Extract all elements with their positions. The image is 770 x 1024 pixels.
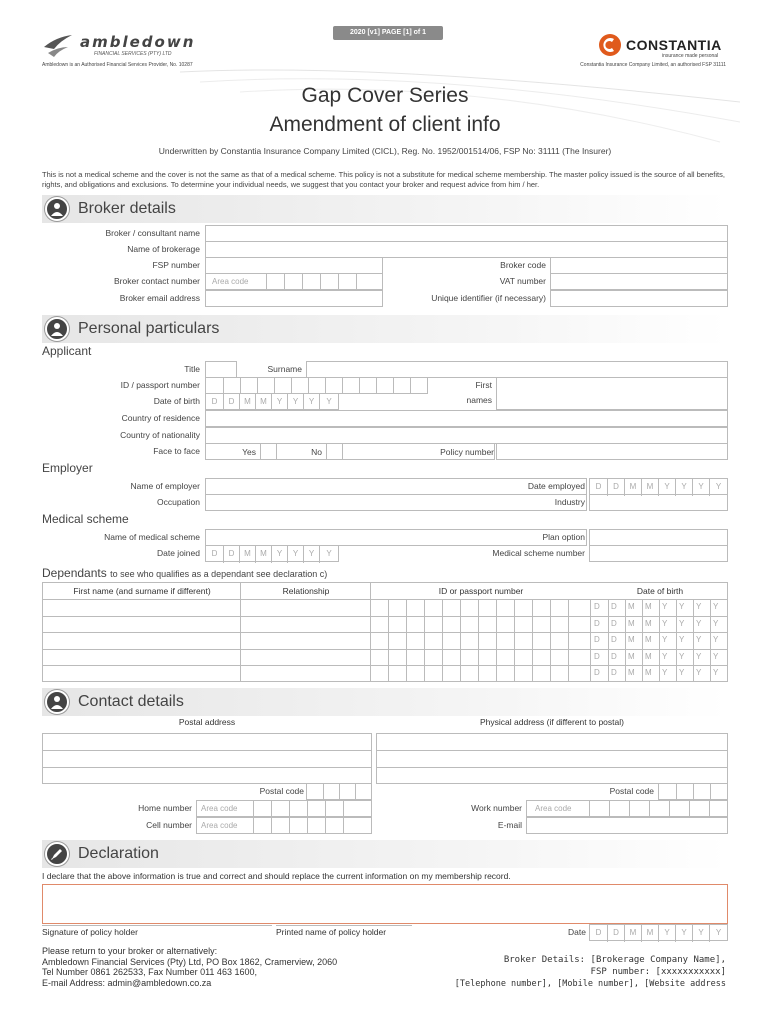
dep3-m1: M	[628, 635, 635, 644]
label-industry: Industry	[554, 497, 585, 507]
face-to-face-group	[205, 443, 495, 460]
label-signature: Signature of policy holder	[42, 925, 272, 937]
no-label: No	[311, 447, 322, 457]
dep5-y2: Y	[679, 668, 685, 677]
dob-cell-y2: Y	[287, 394, 303, 411]
dob-cell-m2: M	[255, 394, 271, 411]
vat-input[interactable]	[550, 273, 728, 290]
dep3-d2: D	[611, 635, 617, 644]
broker-name-input[interactable]	[205, 225, 728, 242]
label-occupation: Occupation	[157, 497, 200, 507]
label-residence: Country of residence	[121, 413, 200, 423]
uid-input[interactable]	[550, 290, 728, 307]
medical-heading: Medical scheme	[42, 512, 129, 526]
dep4-d1: D	[594, 652, 600, 661]
dep2-y3: Y	[696, 619, 702, 628]
join-cell-y3: Y	[303, 546, 319, 563]
emp-cell-y3: Y	[692, 479, 709, 496]
person-icon	[45, 317, 69, 341]
dep3-d1: D	[594, 635, 600, 644]
emp-cell-y4: Y	[709, 479, 727, 496]
label-date-employed: Date employed	[527, 481, 585, 491]
col-id: ID or passport number	[438, 586, 524, 596]
dep4-y2: Y	[679, 652, 685, 661]
footer-right2: FSP number: [xxxxxxxxxxx]	[590, 967, 726, 977]
label-physical-address: Physical address (if different to postal)	[480, 717, 624, 727]
dep2-d2: D	[611, 619, 617, 628]
dep3-y4: Y	[713, 635, 719, 644]
dep5-y1: Y	[662, 668, 668, 677]
dob-cell-y3: Y	[303, 394, 319, 411]
label-physical-postal-code: Postal code	[609, 786, 654, 796]
join-cell-y2: Y	[287, 546, 303, 563]
broker-code-input[interactable]	[550, 257, 728, 274]
label-names: names	[466, 395, 492, 405]
broker-icon	[45, 197, 69, 221]
cell-number-input[interactable]	[196, 817, 372, 834]
id-input[interactable]	[205, 377, 428, 394]
dep3-y1: Y	[662, 635, 668, 644]
dep3-y3: Y	[696, 635, 702, 644]
signature-box[interactable]	[42, 884, 728, 924]
label-broker-email: Broker email address	[119, 293, 200, 303]
section-broker	[42, 195, 728, 223]
dep1-m2: M	[645, 602, 652, 611]
footer-right3: [Telephone number], [Mobile number], [Website address	[454, 979, 726, 989]
dob-cell-m1: M	[239, 394, 255, 411]
label-employer: Name of employer	[130, 481, 200, 491]
decl-cell-y1: Y	[658, 925, 675, 942]
col-first-name: First name (and surname if different)	[73, 586, 211, 596]
label-medical-number: Medical scheme number	[492, 548, 585, 558]
footer-right1: Broker Details: [Brokerage Company Name],	[503, 955, 726, 965]
home-number-input[interactable]	[196, 800, 372, 817]
decl-cell-d1: D	[595, 928, 602, 937]
emp-cell-m1: M	[624, 479, 641, 496]
dep4-d2: D	[611, 652, 617, 661]
date-joined-input[interactable]	[205, 545, 339, 562]
constantia-name: CONSTANTIA	[626, 37, 722, 53]
dep5-y3: Y	[696, 668, 702, 677]
dependants-note: to see who qualifies as a dependant see declaration c)	[110, 569, 328, 579]
nationality-input[interactable]	[205, 427, 728, 444]
dep5-y4: Y	[713, 668, 719, 677]
dob-cell-d1: D	[211, 397, 218, 406]
label-broker-contact: Broker contact number	[114, 276, 200, 286]
contact-person-icon	[45, 690, 69, 714]
section-contact-title: Contact details	[78, 693, 184, 710]
fsp-input[interactable]	[205, 257, 383, 274]
section-declaration-title: Declaration	[78, 845, 159, 862]
dep2-y4: Y	[713, 619, 719, 628]
label-brokerage: Name of brokerage	[127, 244, 200, 254]
label-date-joined: Date joined	[156, 548, 200, 558]
label-dob: Date of birth	[153, 396, 200, 406]
decl-cell-m1: M	[624, 925, 641, 942]
dependants-dob-cells[interactable]	[590, 599, 728, 682]
label-uid: Unique identifier (if necessary)	[431, 293, 546, 303]
dep4-y1: Y	[662, 652, 668, 661]
label-postal-code: Postal code	[259, 786, 304, 796]
label-home-number: Home number	[138, 803, 192, 813]
broker-email-input[interactable]	[205, 290, 383, 307]
cell-area-code: Area code	[201, 821, 238, 830]
dep4-m1: M	[628, 652, 635, 661]
label-broker-code: Broker code	[500, 260, 546, 270]
label-policy-number: Policy number	[440, 447, 494, 457]
postal-address-input[interactable]	[42, 733, 372, 784]
section-declaration	[42, 840, 728, 868]
section-personal	[42, 315, 728, 343]
disclaimer: This is not a medical scheme and the cover is not the same as that of a medical scheme. This policy is not a substitute for medical scheme membership. The master policy issued is the source of all benefits, rights, and obligations and exclusions. To determine your individual needs, we suggest that you contact your broker and request advice from him / her.	[42, 170, 725, 189]
label-printed-name: Printed name of policy holder	[276, 925, 412, 937]
dependants-title: Dependants	[42, 566, 107, 580]
col-dob: Date of birth	[636, 586, 684, 596]
label-fsp: FSP number	[152, 260, 200, 270]
label-broker-name: Broker / consultant name	[105, 228, 200, 238]
decl-cell-m2: M	[641, 925, 658, 942]
footer-line3: Tel Number 0861 262533, Fax Number 011 463 1600,	[42, 967, 257, 977]
decl-cell-y2: Y	[675, 925, 692, 942]
label-plan-option: Plan option	[542, 532, 585, 542]
declaration-text: I declare that the above information is true and correct and should replace the current information on my membership record.	[42, 871, 511, 881]
area-code-placeholder: Area code	[212, 277, 249, 286]
emp-cell-m2: M	[641, 479, 658, 496]
home-area-code: Area code	[201, 804, 238, 813]
work-number-input[interactable]	[526, 800, 728, 817]
label-title: Title	[184, 364, 200, 374]
join-cell-d1: D	[211, 549, 218, 558]
plan-option-input[interactable]	[589, 529, 728, 546]
label-date: Date	[568, 927, 586, 937]
email-input[interactable]	[526, 817, 728, 834]
dep4-y3: Y	[696, 652, 702, 661]
version-badge: 2020 [v1] PAGE [1] of 1	[333, 26, 443, 40]
label-postal-address: Postal address	[178, 717, 236, 727]
dep5-m1: M	[628, 668, 635, 677]
dob-input[interactable]	[205, 393, 339, 410]
applicant-heading: Applicant	[42, 344, 92, 358]
label-medical-scheme: Name of medical scheme	[104, 532, 200, 542]
decl-cell-d2: D	[607, 925, 624, 942]
dob-cell-y4: Y	[319, 394, 338, 411]
constantia-swirl-icon	[598, 33, 622, 57]
join-cell-m2: M	[255, 546, 271, 563]
join-cell-y4: Y	[319, 546, 338, 563]
label-nationality: Country of nationality	[120, 430, 200, 440]
industry-input[interactable]	[589, 494, 728, 511]
section-contact	[42, 688, 728, 716]
footer-line2: Ambledown Financial Services (Pty) Ltd, PO Box 1862, Cramerview, 2060	[42, 956, 338, 967]
declaration-date-input[interactable]	[589, 924, 728, 941]
label-work-number: Work number	[471, 803, 522, 813]
title-input[interactable]	[205, 361, 237, 378]
dep5-d1: D	[594, 668, 600, 677]
emp-cell-d1: D	[595, 482, 602, 491]
footer-broker-details	[400, 954, 726, 990]
dep2-m2: M	[645, 619, 652, 628]
pen-icon	[45, 842, 69, 866]
date-employed-input[interactable]	[589, 478, 728, 495]
dependants-heading	[42, 566, 327, 580]
constantia-tagline: insurance made personal	[662, 53, 719, 59]
label-email: E-mail	[497, 820, 522, 830]
decl-cell-y3: Y	[692, 925, 709, 942]
residence-input[interactable]	[205, 410, 728, 427]
physical-postal-code-input[interactable]	[658, 783, 728, 800]
join-cell-m1: M	[239, 546, 255, 563]
page-title: Amendment of client info	[269, 113, 501, 136]
employer-heading: Employer	[42, 461, 93, 475]
dob-cell-d2: D	[223, 394, 239, 411]
section-personal-title: Personal particulars	[78, 320, 220, 337]
decl-cell-y4: Y	[709, 925, 727, 942]
label-cell-number: Cell number	[146, 820, 192, 830]
footer-return	[42, 946, 337, 988]
dep1-y1: Y	[662, 602, 668, 611]
brokerage-input[interactable]	[205, 241, 728, 258]
dep1-y3: Y	[696, 602, 702, 611]
constantia-fsp: Constantia Insurance Company Limited, an authorised FSP 31111	[580, 62, 726, 68]
dep4-y4: Y	[713, 652, 719, 661]
label-surname: Surname	[267, 364, 302, 374]
surname-input[interactable]	[306, 361, 728, 378]
dep1-d2: D	[611, 602, 617, 611]
first-names-input[interactable]	[496, 377, 728, 410]
join-cell-d2: D	[223, 546, 239, 563]
footer-line4: E-mail Address: admin@ambledown.co.za	[42, 977, 212, 988]
col-relationship: Relationship	[282, 586, 330, 596]
dep1-d1: D	[594, 602, 600, 611]
emp-cell-y1: Y	[658, 479, 675, 496]
footer-line1: Please return to your broker or alternatively:	[42, 946, 218, 956]
dep1-m1: M	[628, 602, 635, 611]
label-vat: VAT number	[499, 276, 546, 286]
no-checkbox[interactable]	[327, 444, 341, 460]
yes-label: Yes	[242, 447, 256, 457]
ambledown-name: ambledown	[80, 33, 196, 51]
underwritten-line: Underwritten by Constantia Insurance Company Limited (CICL), Reg. No. 1952/001514/06, FSP No: 31111 (The Insurer)	[158, 146, 612, 156]
label-face-to-face: Face to face	[153, 446, 200, 456]
section-broker-title: Broker details	[78, 200, 176, 217]
medical-number-input[interactable]	[589, 545, 728, 562]
dep2-y1: Y	[662, 619, 668, 628]
dep1-y2: Y	[679, 602, 685, 611]
label-id: ID / passport number	[120, 380, 200, 390]
dep4-m2: M	[645, 652, 652, 661]
policy-number-input[interactable]	[496, 443, 728, 460]
join-cell-y1: Y	[271, 546, 287, 563]
label-first: First	[475, 380, 492, 390]
dep2-d1: D	[594, 619, 600, 628]
yes-checkbox[interactable]	[261, 444, 275, 460]
emp-cell-y2: Y	[675, 479, 692, 496]
work-area-code: Area code	[535, 804, 572, 813]
emp-cell-d2: D	[607, 479, 624, 496]
dep5-m2: M	[645, 668, 652, 677]
dep3-y2: Y	[679, 635, 685, 644]
dep3-m2: M	[645, 635, 652, 644]
ambledown-fsp: Ambledown is an Authorised Financial Services Provider, No. 10287	[42, 62, 193, 68]
ambledown-bird-icon	[42, 33, 78, 57]
physical-address-input[interactable]	[376, 733, 728, 784]
dep1-y4: Y	[713, 602, 719, 611]
dep2-m1: M	[628, 619, 635, 628]
postal-code-input[interactable]	[306, 783, 372, 800]
title-series: Gap Cover Series	[301, 84, 469, 107]
ambledown-sub: FINANCIAL SERVICES (PTY) LTD	[94, 51, 172, 57]
dep5-d2: D	[611, 668, 617, 677]
dep2-y2: Y	[679, 619, 685, 628]
dob-cell-y1: Y	[271, 394, 287, 411]
broker-contact-input[interactable]	[205, 273, 383, 290]
